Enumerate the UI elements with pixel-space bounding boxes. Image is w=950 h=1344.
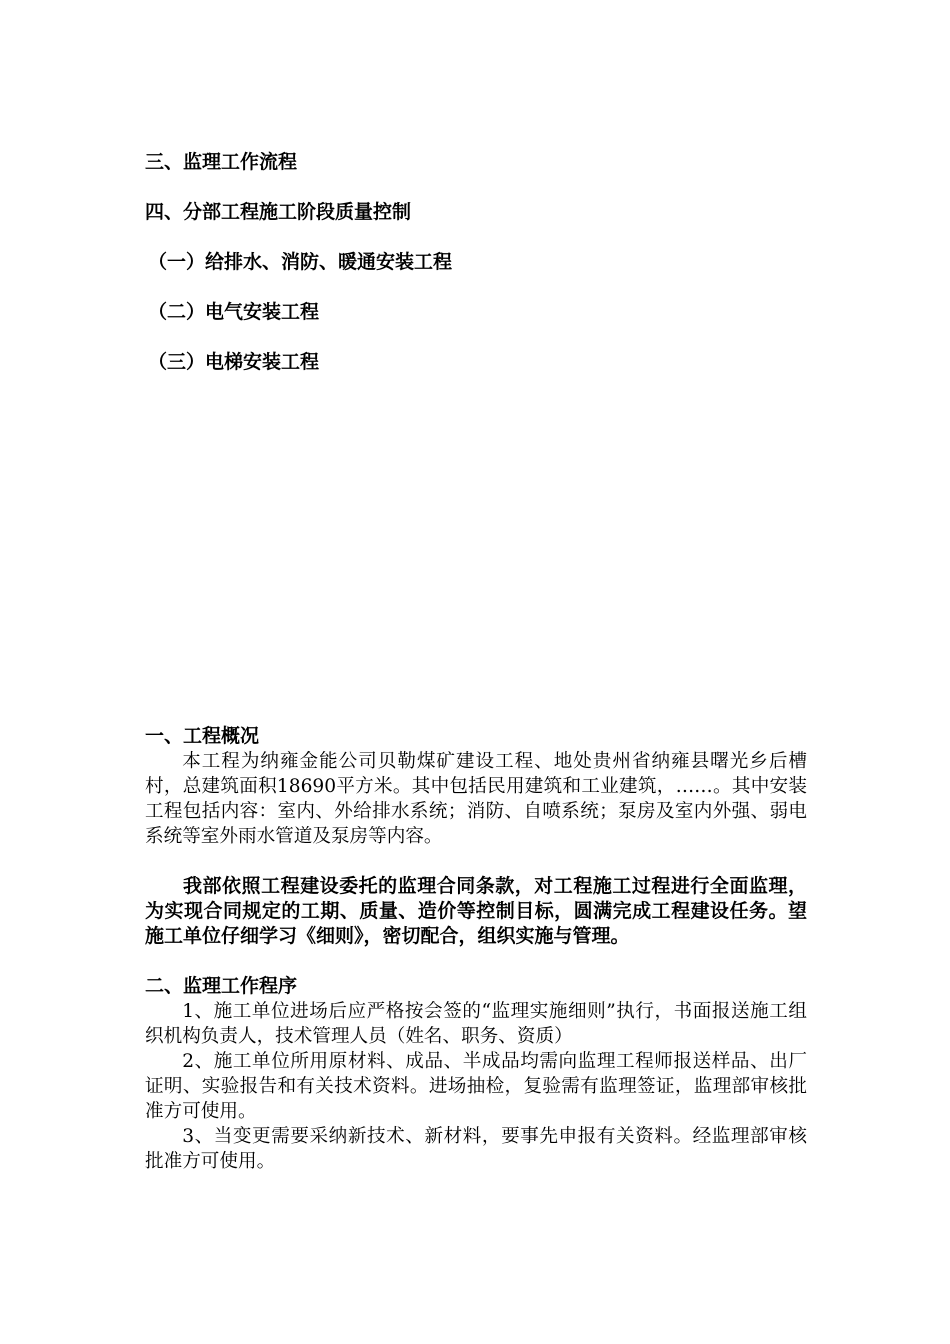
commitment-paragraph: 我部依照工程建设委托的监理合同条款，对工程施工过程进行全面监理，为实现合同规定的工期、质量、造价等控制目标，圆满完成工程建设任务。望施工单位仔细学习《细则》，密切配合，组织实施与管理。: [145, 875, 807, 947]
procedure-item: 1、施工单位进场后应严格按会签的“监理实施细则”执行，书面报送施工组织机构负责人，技术管理人员（姓名、职务、资质）: [145, 1001, 807, 1047]
spacer: [145, 949, 807, 974]
section-heading-overview: 一、工程概况: [145, 725, 260, 747]
procedure-item: 3、当变更需要采纳新技术、新材料，要事先申报有关资料。经监理部审核批准方可使用。: [145, 1126, 807, 1172]
document-body: [145, 724, 807, 1174]
procedure-item: 2、施工单位所用原材料、成品、半成品均需向监理工程师报送样品、出厂证明、实验报告和有关技术资料。进场抽检，复验需有监理签证，监理部审核批准方可使用。: [145, 1051, 807, 1122]
toc-item-elevator: （三）电梯安装工程: [148, 351, 320, 373]
toc-item-plumbing: （一）给排水、消防、暖通安装工程: [148, 251, 453, 273]
overview-paragraph: 本工程为纳雍金能公司贝勒煤矿建设工程、地处贵州省纳雍县曙光乡后槽村，总建筑面积18690平方米。其中包括民用建筑和工业建筑，……。其中安装工程包括内容：室内、外给排水系统；消防、自喷系统；泵房及室内外强、弱电系统等室外雨水管道及泵房等内容。: [145, 751, 807, 847]
toc-item-quality-control: 四、分部工程施工阶段质量控制: [145, 201, 412, 223]
toc-item-electrical: （二）电气安装工程: [148, 301, 320, 323]
toc-item-workflow: 三、监理工作流程: [145, 151, 298, 173]
spacer: [145, 849, 807, 874]
section-heading-procedure: 二、监理工作程序: [145, 975, 298, 997]
